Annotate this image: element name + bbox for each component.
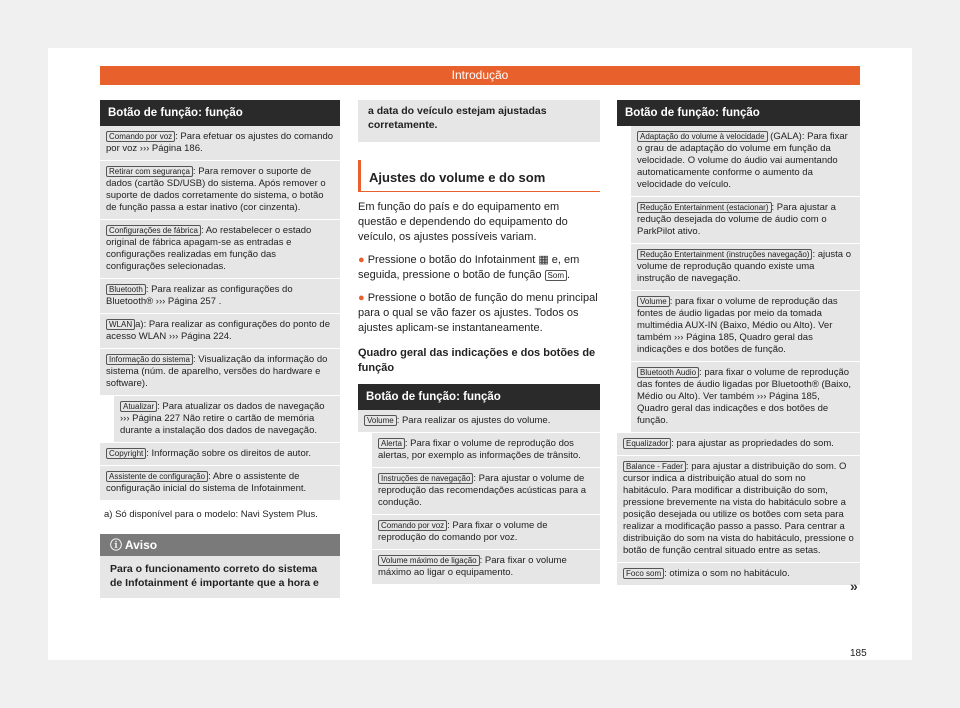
row-text: : Para fixar o volume de reprodução do comando por voz.: [378, 520, 548, 543]
table-row: [617, 456, 860, 563]
section-title: Ajustes do volume e do som: [358, 160, 600, 192]
table-row: [617, 433, 860, 456]
notice-text: Para o funcionamento correto do sistema de Infotainment é importante que a hora e: [110, 563, 319, 589]
function-key: Assistente de configuração: [106, 471, 208, 482]
table-row: [631, 197, 860, 244]
table-row: [372, 515, 600, 550]
bullet-text: Pressione o botão de função do menu principal para o qual se vão fazer os ajustes. Todos os ajustes aplicam-se instantaneamente.: [358, 292, 598, 334]
row-text: : Para atualizar os dados de navegação ››› Página 227 Não retire o cartão de memória durante a instalação dos dados de navegação.: [120, 401, 325, 436]
chapter-banner: Introdução: [100, 66, 860, 85]
function-key: Balance - Fader: [623, 461, 686, 472]
table-header: Botão de função: função: [617, 100, 860, 126]
row-text: : Informação sobre os direitos de autor.: [146, 448, 312, 459]
column-1: [100, 100, 340, 598]
function-key: Som: [545, 270, 567, 281]
row-text: a): Para realizar as configurações do ponto de acesso WLAN ››› Página 224.: [106, 319, 330, 342]
row-text: : Para realizar os ajustes do volume.: [396, 415, 551, 426]
bullet-text: Pressione o botão do Infotainment ▦ e, em seguida, pressione o botão de função: [358, 254, 580, 281]
row-text: : Para fixar o volume de reprodução dos alertas, por exemplo as informações de trânsito.: [378, 438, 581, 461]
table-header: Botão de função: função: [100, 100, 340, 126]
row-text: : Para efetuar os ajustes do comando por voz ››› Página 186.: [106, 131, 334, 154]
row-text: : para fixar o volume de reprodução das fontes de áudio ligadas por meio da tomada multimédia AUX-IN (Baixo, Médio ou Alto). Ver também ››› Página 185, Quadro geral das indicações e dos botões de função.: [637, 296, 838, 355]
function-key: Adaptação do volume à velocidade: [637, 131, 768, 142]
function-key: Instruções de navegação: [378, 473, 473, 484]
function-key: Volume máximo de ligação: [378, 555, 480, 566]
table-row: [631, 362, 860, 433]
row-text: : Para realizar as configurações do Bluetooth® ››› Página 257 .: [106, 284, 293, 307]
row-text: : Para remover o suporte de dados (cartão SD/USB) do sistema. Após remover o suporte de dados corretamente do sistema, o botão de função passa a estar inativo (cor cinzenta).: [106, 166, 326, 213]
table-header: Botão de função: função: [358, 384, 600, 410]
footnote: a) Só disponível para o modelo: Navi System Plus.: [104, 509, 318, 520]
function-key: Comando por voz: [106, 131, 175, 142]
intro-paragraph: Em função do país e do equipamento em questão e dependendo do equipamento do veículo, os ajustes possíveis variam.: [358, 201, 568, 243]
function-key: Retirar com segurança: [106, 166, 193, 177]
function-key: WLAN: [106, 319, 135, 330]
table-row: [358, 410, 600, 433]
row-text: : Abre o assistente de configuração inicial do sistema de Infotainment.: [106, 471, 307, 494]
function-key: Informação do sistema: [106, 354, 193, 365]
function-key: Volume: [637, 296, 670, 307]
row-text: (GALA): Para fixar o grau de adaptação do volume em função da velocidade. O volume do áudio vai aumentando automaticamente conforme o aumento da velocidade do veículo.: [637, 131, 848, 190]
row-text: : Para ajustar o volume de reprodução das recomendações acústicas para a condução.: [378, 473, 587, 508]
function-key: Bluetooth Audio: [637, 367, 699, 378]
row-text: : Para fixar o volume máximo ao ligar o equipamento.: [378, 555, 567, 578]
table-row: [631, 244, 860, 291]
bullet-item: [358, 291, 600, 336]
notice-title-text: Aviso: [124, 538, 158, 552]
table-row: [100, 314, 340, 349]
continued-mark: »: [850, 578, 858, 594]
table-row: [631, 126, 860, 197]
function-key: Bluetooth: [106, 284, 146, 295]
table-row: [617, 563, 860, 586]
function-key: Copyright: [106, 448, 146, 459]
row-text: : Visualização da informação do sistema (núm. de aparelho, versões do hardware e software).: [106, 354, 328, 389]
function-key: Redução Entertainment (instruções navegação): [637, 249, 812, 260]
table-row: [114, 396, 340, 443]
function-key: Foco som: [623, 568, 664, 579]
bullet-icon: ●: [358, 254, 368, 266]
notice-continuation: a data do veículo estejam ajustadas corretamente.: [358, 100, 600, 142]
bullet-icon: ●: [358, 292, 368, 304]
column-3: [617, 100, 860, 586]
function-key: Equalizador: [623, 438, 671, 449]
row-text: : para ajustar a distribuição do som. O cursor indica a distribuição atual do som no habitáculo. Para modificar a distribuição do som, pressione brevemente na vista do habitáculo sobre a posição desejada ou utilize os botões com seta para realizar a modificação passo a passo. Para centrar a distribuição do som na vista do habitáculo, pressione o botão de função central situado entre as setas.: [623, 461, 854, 556]
function-key: Atualizar: [120, 401, 157, 412]
table-row: [100, 443, 340, 466]
table-row: [100, 349, 340, 396]
table-row: [100, 220, 340, 279]
function-key: Alerta: [378, 438, 405, 449]
notice-box: [100, 534, 340, 598]
table-row: [372, 433, 600, 468]
function-key: Comando por voz: [378, 520, 447, 531]
subheading: Quadro geral das indicações e dos botões de função: [358, 347, 596, 374]
info-icon: ⓘ: [110, 538, 125, 552]
row-text: : para fixar o volume de reprodução das fontes de áudio ligadas por Bluetooth® (Baixo, Médio ou Alto). Ver também ››› Página 185, Quadro geral das indicações e dos botões de função.: [637, 367, 852, 426]
function-key: Redução Entertainment (estacionar): [637, 202, 772, 213]
table-row: [100, 466, 340, 501]
table-row: [631, 291, 860, 362]
function-key: Configurações de fábrica: [106, 225, 201, 236]
bullet-item: ● Pressione o botão do Infotainment ▦ e, em seguida, pressione o botão de função Som .: [358, 254, 580, 281]
row-text: : Para ajustar a redução desejada do volume de áudio com o ParkPilot ativo.: [637, 202, 836, 237]
table-row: [100, 126, 340, 161]
column-2: [358, 100, 600, 585]
table-row: [100, 279, 340, 314]
page-number: 185: [850, 648, 867, 659]
row-text: : otimiza o som no habitáculo.: [664, 568, 790, 579]
row-text: : Ao restabelecer o estado original de fábrica apagam-se as entradas e configurações realizadas em função das configurações selecionadas.: [106, 225, 312, 272]
notice-title: [100, 534, 340, 556]
function-key: Volume: [364, 415, 397, 426]
table-row: [372, 550, 600, 585]
row-text: : ajusta o volume de reprodução quando existe uma instrução de navegação.: [637, 249, 851, 284]
row-text: : para ajustar as propriedades do som.: [671, 438, 834, 449]
table-row: [100, 161, 340, 220]
table-row: [372, 468, 600, 515]
